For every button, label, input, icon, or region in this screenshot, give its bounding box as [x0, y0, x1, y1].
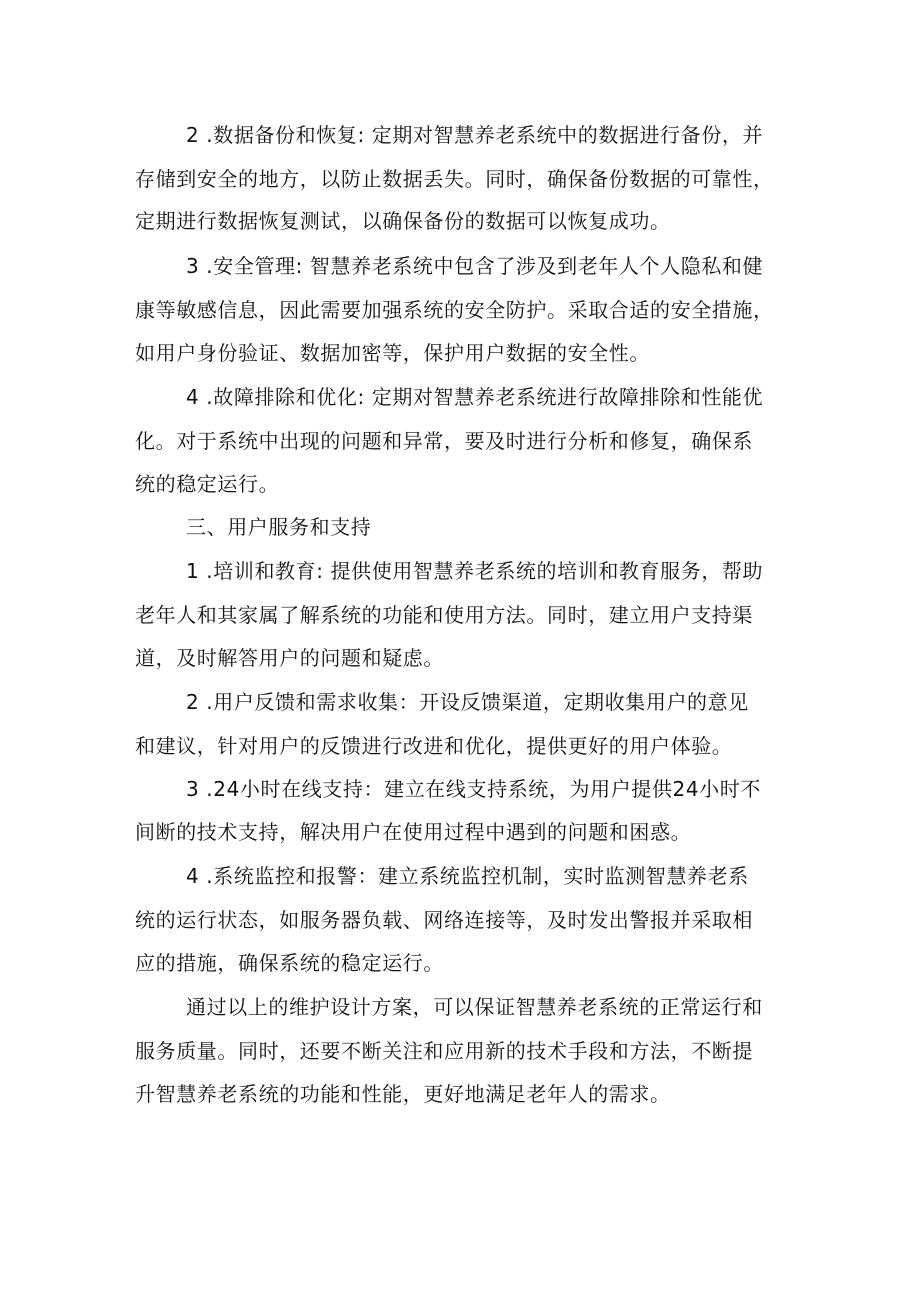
text-line: 服务质量。同时，还要不断关注和应用新的技术手段和方法，不断提 — [135, 1039, 753, 1063]
text-line: 统的稳定运行。 — [135, 472, 280, 496]
text-line: 道，及时解答用户的问题和疑虑。 — [135, 646, 444, 670]
text-line: 升智慧养老系统的功能和性能，更好地满足老年人的需求。 — [135, 1082, 671, 1106]
text-line: 统的运行状态，如服务器负载、网络连接等，及时发出警报并采取相 — [135, 908, 753, 932]
text-line: 2 .用户反馈和需求收集：开设反馈渠道，定期收集用户的意见 — [186, 690, 749, 714]
text-line: 3 .24小时在线支持：建立在线支持系统，为用户提供24小时不 — [186, 777, 761, 801]
text-line: 化。对于系统中出现的问题和异常，要及时进行分析和修复，确保系 — [135, 429, 753, 453]
text-line: 和建议，针对用户的反馈进行改进和优化，提供更好的用户体验。 — [135, 734, 733, 758]
text-line: 1 .培训和教育: 提供使用智慧养老系统的培训和教育服务，帮助 — [186, 559, 764, 583]
text-line: 应的措施，确保系统的稳定运行。 — [135, 951, 444, 975]
text-line: 间断的技术支持，解决用户在使用过程中遇到的问题和困惑。 — [135, 820, 692, 844]
text-line: 3 .安全管理: 智慧养老系统中包含了涉及到老年人个人隐私和健 — [186, 254, 764, 278]
section-heading: 三、用户服务和支持 — [186, 515, 372, 539]
text-line: 通过以上的维护设计方案，可以保证智慧养老系统的正常运行和 — [186, 995, 763, 1019]
text-line: 如用户身份验证、数据加密等，保护用户数据的安全性。 — [135, 341, 650, 365]
text-line: 存储到安全的地方，以防止数据丢失。同时，确保备份数据的可靠性， — [135, 167, 774, 191]
text-line: 定期进行数据恢复测试，以确保备份的数据可以恢复成功。 — [135, 209, 671, 233]
text-line: 康等敏感信息，因此需要加强系统的安全防护。采取合适的安全措施， — [135, 298, 774, 322]
text-line: 老年人和其家属了解系统的功能和使用方法。同时，建立用户支持渠 — [135, 603, 753, 627]
text-line: 2 .数据备份和恢复: 定期对智慧养老系统中的数据进行备份，并 — [186, 123, 764, 147]
text-line: 4 .系统监控和报警：建立系统监控机制，实时监测智慧养老系 — [186, 864, 749, 888]
text-line: 4 .故障排除和优化: 定期对智慧养老系统进行故障排除和性能优 — [186, 385, 764, 409]
